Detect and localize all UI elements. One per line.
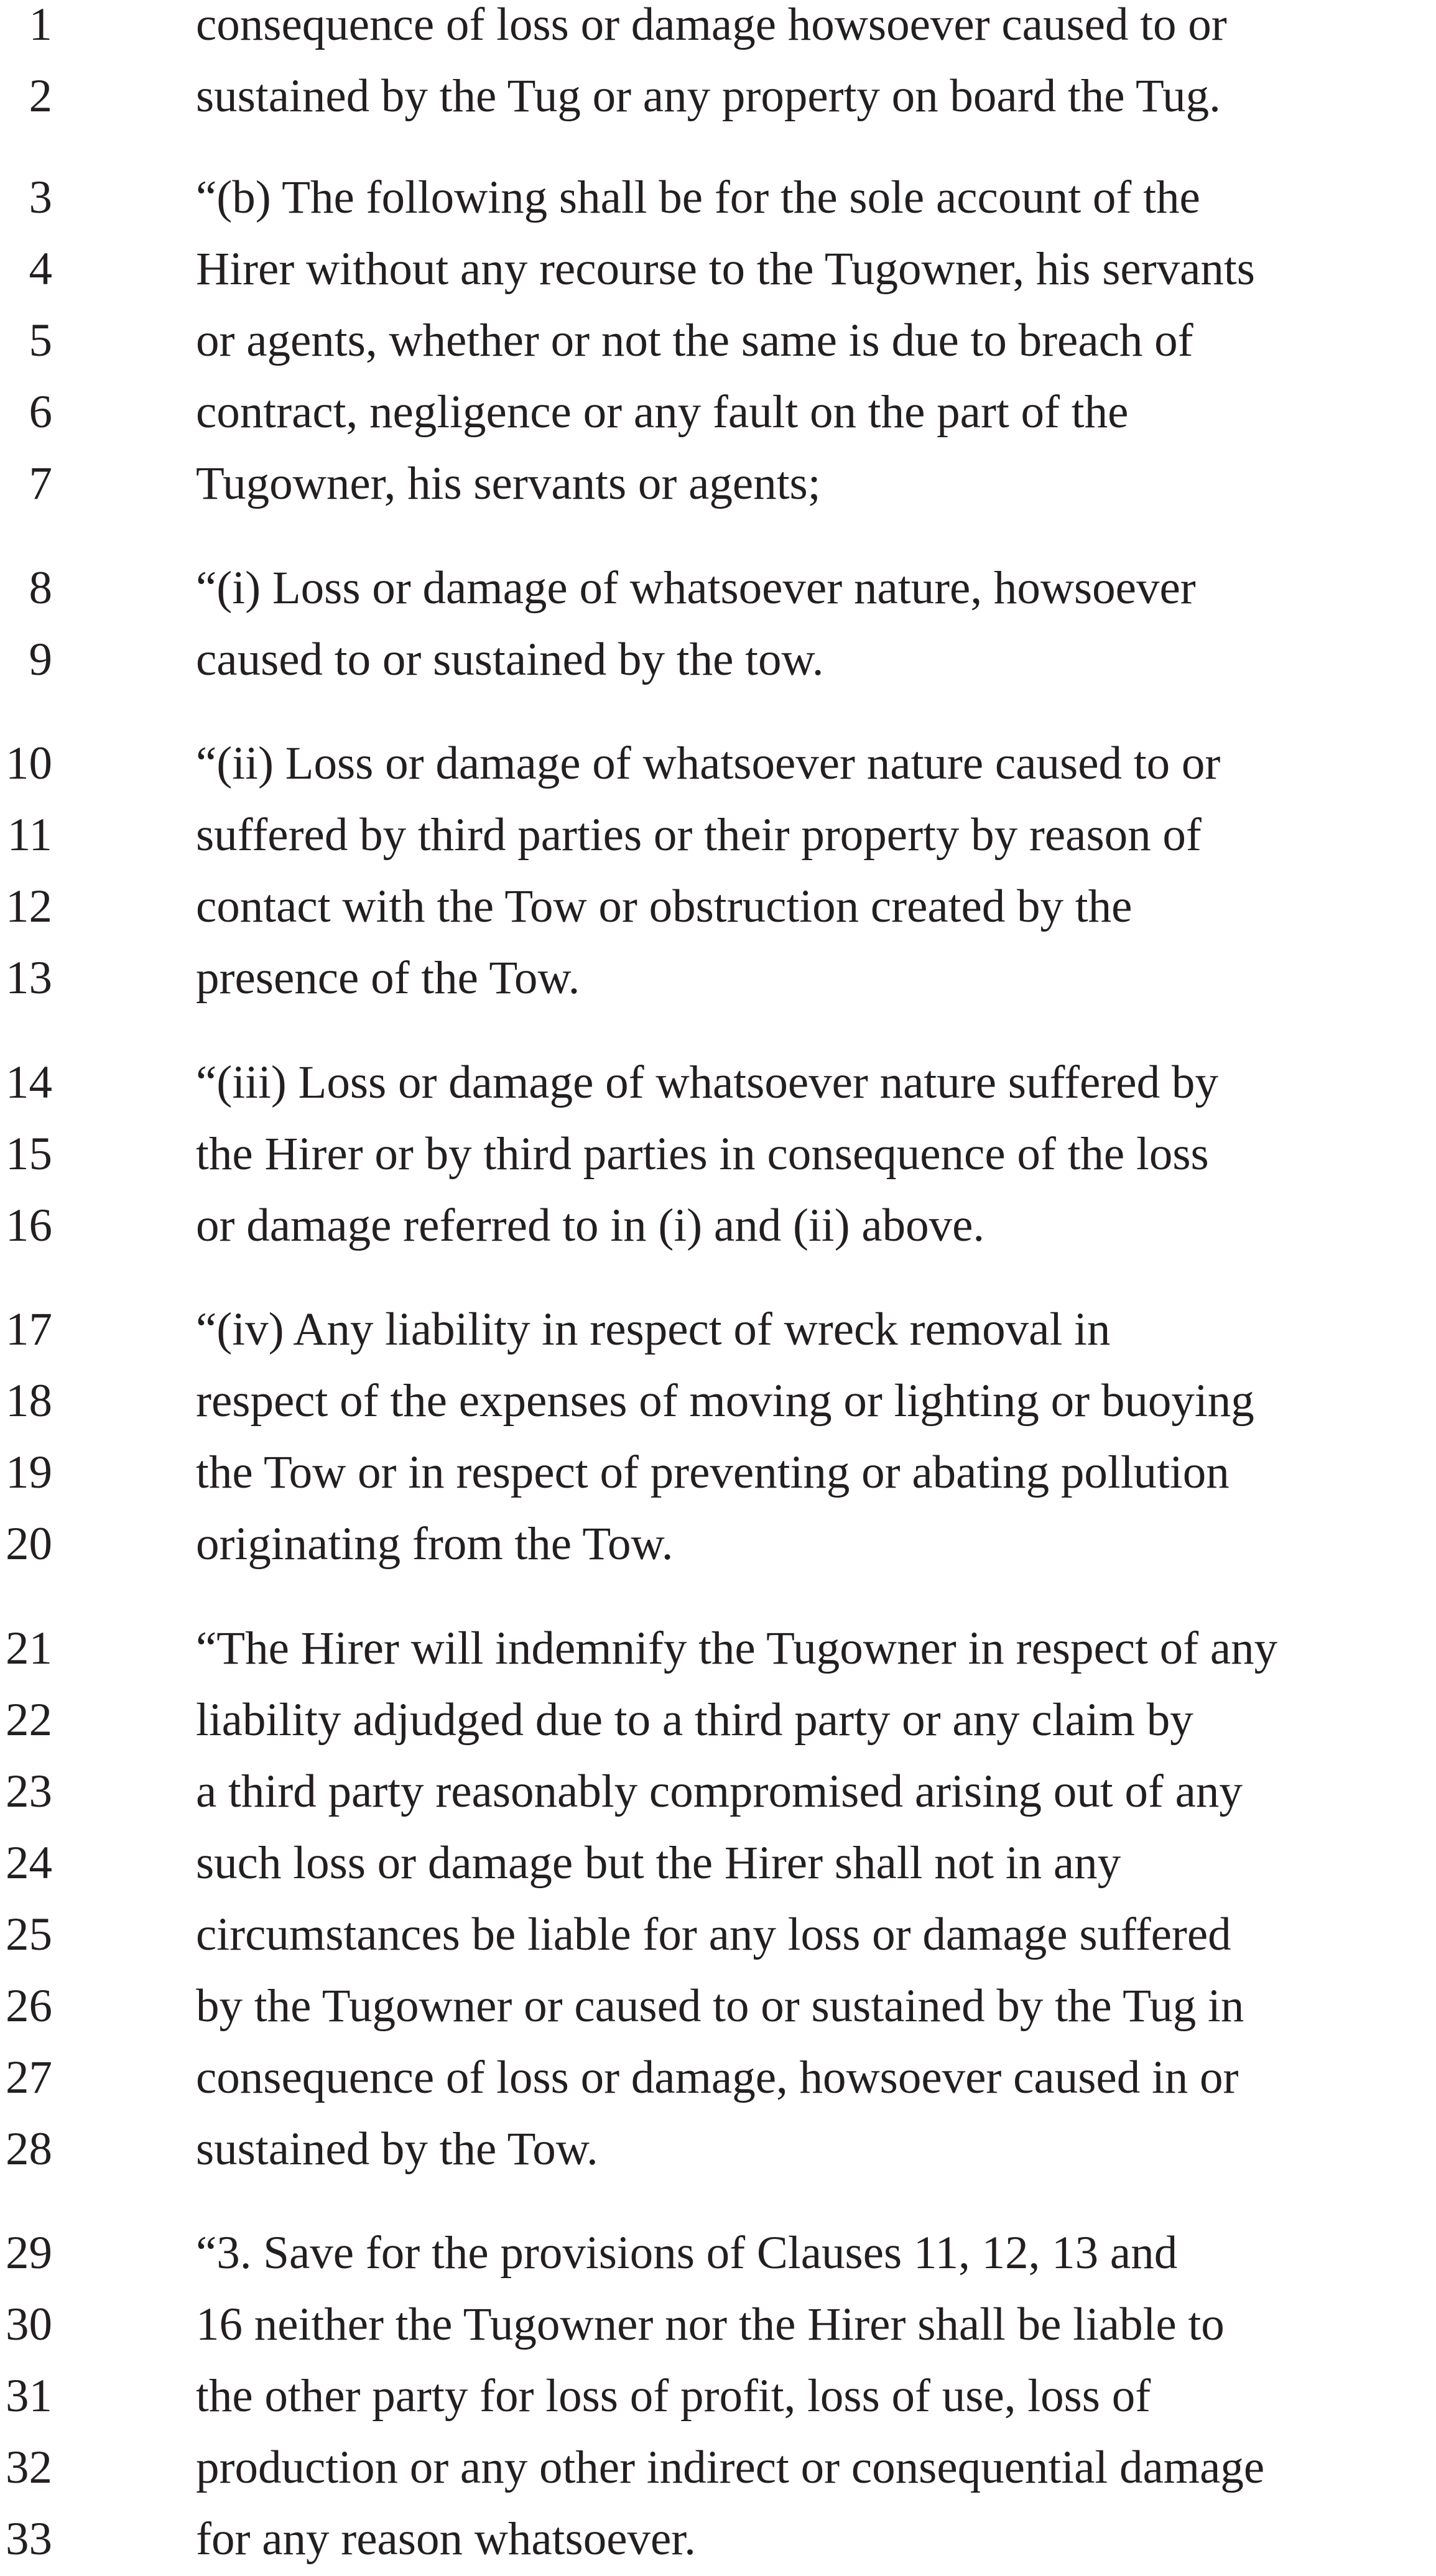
line-text: “(ii) Loss or damage of whatsoever nature caused to or xyxy=(196,738,1221,789)
document-line xyxy=(0,2289,1436,2360)
line-text: caused to or sustained by the tow. xyxy=(196,634,824,685)
line-text: such loss or damage but the Hirer shall not in any xyxy=(196,1837,1121,1889)
document-line xyxy=(0,60,1436,132)
document-line xyxy=(0,624,1436,695)
document-line xyxy=(0,2503,1436,2575)
line-text: contract, negligence or any fault on the part of the xyxy=(196,386,1129,438)
line-text: suffered by third parties or their property by reason of xyxy=(196,809,1202,861)
document-line xyxy=(0,1756,1436,1827)
document-line xyxy=(0,1684,1436,1756)
line-number: 21 xyxy=(6,1623,52,1674)
line-number: 23 xyxy=(6,1766,52,1817)
document-line xyxy=(0,1508,1436,1580)
line-text: sustained by the Tug or any property on board the Tug. xyxy=(196,70,1221,122)
line-number: 25 xyxy=(6,1909,52,1960)
line-number: 4 xyxy=(29,243,52,295)
document-line xyxy=(0,871,1436,942)
document-line xyxy=(0,552,1436,624)
line-number: 15 xyxy=(6,1128,52,1180)
line-number: 14 xyxy=(6,1057,52,1108)
document-line xyxy=(0,1294,1436,1365)
line-number: 6 xyxy=(29,386,52,438)
line-number: 20 xyxy=(6,1518,52,1570)
line-text: the other party for loss of profit, loss of use, loss of xyxy=(196,2370,1151,2422)
document-line xyxy=(0,1118,1436,1190)
line-number: 13 xyxy=(6,952,52,1004)
line-text: or agents, whether or not the same is due to breach of xyxy=(196,315,1193,366)
document-line xyxy=(0,2217,1436,2289)
line-number: 3 xyxy=(29,172,52,223)
line-text: consequence of loss or damage howsoever caused to or xyxy=(196,0,1227,50)
line-text: 16 neither the Tugowner nor the Hirer shall be liable to xyxy=(196,2299,1225,2350)
line-text: liability adjudged due to a third party or any claim by xyxy=(196,1694,1193,1746)
line-number: 30 xyxy=(6,2299,52,2350)
document-line xyxy=(0,799,1436,871)
line-number: 26 xyxy=(6,1980,52,2032)
line-number: 24 xyxy=(6,1837,52,1889)
line-text: “3. Save for the provisions of Clauses 11, 12, 13 and xyxy=(196,2227,1178,2279)
line-text: a third party reasonably compromised arising out of any xyxy=(196,1766,1243,1817)
line-number: 5 xyxy=(29,315,52,366)
line-number: 1 xyxy=(29,0,52,50)
document-line xyxy=(0,1970,1436,2042)
line-text: contact with the Tow or obstruction created by the xyxy=(196,881,1133,932)
line-number: 9 xyxy=(29,634,52,685)
line-text: consequence of loss or damage, howsoever caused in or xyxy=(196,2052,1239,2103)
line-number: 12 xyxy=(6,881,52,932)
document-line xyxy=(0,2042,1436,2113)
document-line xyxy=(0,2432,1436,2503)
document-line xyxy=(0,2113,1436,2185)
line-number: 16 xyxy=(6,1200,52,1251)
document-line xyxy=(0,1613,1436,1684)
line-number: 11 xyxy=(7,809,52,861)
line-text: circumstances be liable for any loss or damage suffered xyxy=(196,1909,1231,1960)
line-text: “(i) Loss or damage of whatsoever nature, howsoever xyxy=(196,562,1196,614)
document-line xyxy=(0,0,1436,60)
document-line xyxy=(0,305,1436,376)
line-number: 32 xyxy=(6,2442,52,2493)
document-line xyxy=(0,376,1436,448)
line-text: or damage referred to in (i) and (ii) above. xyxy=(196,1200,985,1251)
document-line xyxy=(0,233,1436,305)
document-line xyxy=(0,1190,1436,1261)
line-number: 17 xyxy=(6,1304,52,1355)
document-line xyxy=(0,448,1436,519)
line-text: Hirer without any recourse to the Tugowner, his servants xyxy=(196,243,1255,295)
line-number: 7 xyxy=(29,458,52,509)
document-line xyxy=(0,2360,1436,2432)
line-number: 33 xyxy=(6,2513,52,2565)
document-line xyxy=(0,1047,1436,1118)
document-line xyxy=(0,1899,1436,1970)
document-line xyxy=(0,1365,1436,1437)
line-number: 10 xyxy=(6,738,52,789)
line-text: “(iii) Loss or damage of whatsoever nature suffered by xyxy=(196,1057,1218,1108)
line-text: “(b) The following shall be for the sole account of the xyxy=(196,172,1200,223)
line-text: production or any other indirect or consequential damage xyxy=(196,2442,1265,2493)
line-text: “The Hirer will indemnify the Tugowner in respect of any xyxy=(196,1623,1278,1674)
line-text: for any reason whatsoever. xyxy=(196,2513,696,2565)
document-line xyxy=(0,728,1436,799)
document-line xyxy=(0,1827,1436,1899)
line-number: 27 xyxy=(6,2052,52,2103)
document-line xyxy=(0,1437,1436,1508)
line-number: 8 xyxy=(29,562,52,614)
line-text: presence of the Tow. xyxy=(196,952,580,1004)
line-text: originating from the Tow. xyxy=(196,1518,674,1570)
line-text: “(iv) Any liability in respect of wreck removal in xyxy=(196,1304,1111,1355)
line-text: respect of the expenses of moving or lighting or buoying xyxy=(196,1375,1254,1427)
document-line xyxy=(0,942,1436,1014)
line-text: Tugowner, his servants or agents; xyxy=(196,458,821,509)
line-number: 29 xyxy=(6,2227,52,2279)
line-number: 18 xyxy=(6,1375,52,1427)
line-text: the Hirer or by third parties in consequence of the loss xyxy=(196,1128,1209,1180)
line-number: 28 xyxy=(6,2123,52,2175)
line-number: 31 xyxy=(6,2370,52,2422)
document-line xyxy=(0,162,1436,233)
line-number: 2 xyxy=(29,70,52,122)
line-text: sustained by the Tow. xyxy=(196,2123,598,2175)
line-text: by the Tugowner or caused to or sustained by the Tug in xyxy=(196,1980,1244,2032)
line-text: the Tow or in respect of preventing or abating pollution xyxy=(196,1447,1230,1498)
line-number: 22 xyxy=(6,1694,52,1746)
line-number: 19 xyxy=(6,1447,52,1498)
